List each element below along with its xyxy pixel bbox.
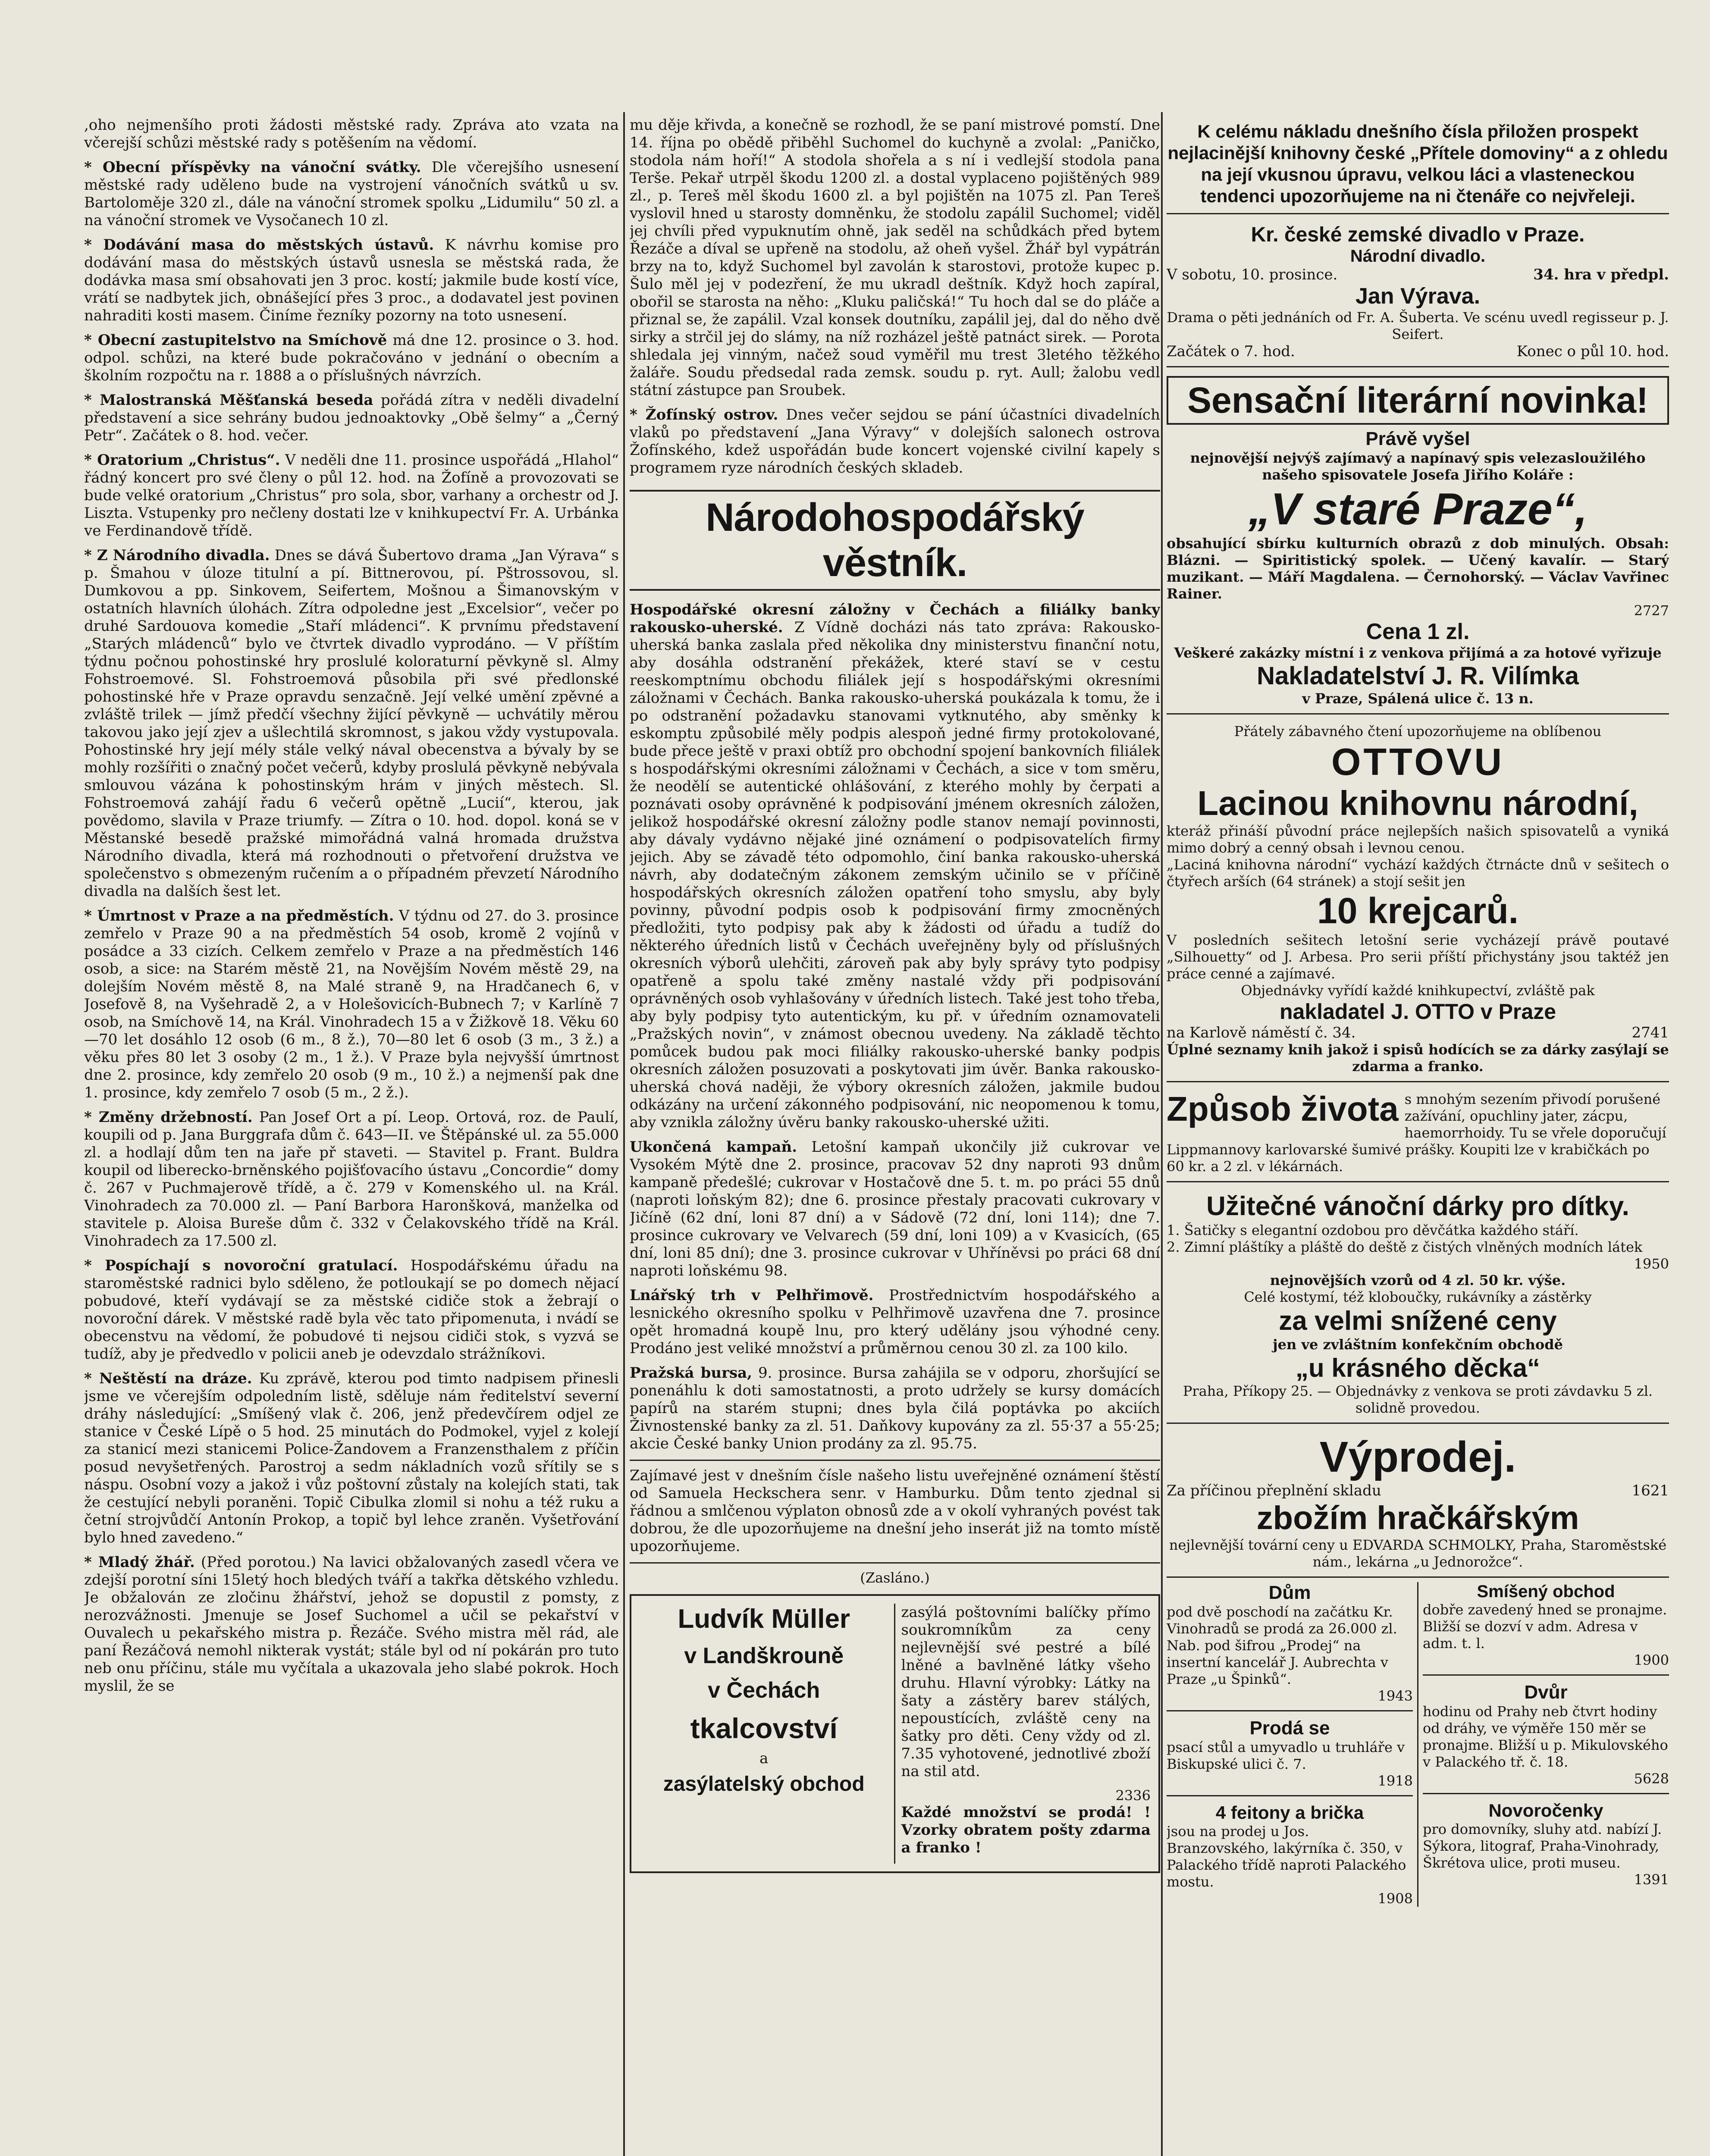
publisher-row [1167,1024,1669,1041]
classified-title: Novoročenky [1488,1800,1603,1821]
muller-and: a [759,1750,769,1767]
publisher-name: nakladatel J. OTTO v Praze [1279,1000,1556,1024]
ad-price: 10 krejcarů. [1317,890,1519,931]
ad-number: 1918 [1377,1773,1413,1789]
muller-name: Ludvík Müller [678,1604,850,1634]
theatre-description: Drama o pěti jednáních od Fr. A. Šuberta. Ve scénu uvedl regisseur p. J. Seifert. [1167,309,1669,342]
muller-trade: tkalcovství [690,1712,838,1744]
muller-ad-right [895,1604,1151,1864]
article-paragraph: * Obecní příspěvky na vánoční svátky. Dle včerejšího usnesení městské rady uděleno bude na vystrojení vánočních svátků u sv. Bartoloměje 320 zl., dále na vánoční stromek spolku „Lidumilu“ 50 zl. a na vánoční stromek ve Vysočanech 10 zl. [84,159,619,229]
ad-row [1167,1482,1669,1499]
article-paragraph: Pražská bursa, 9. prosince. Bursa zahájila se v odporu, zhoršující se ponenáhlu k doti samostatnosti, a proto udržely se kursy domácích papírů na starém stupni; dnes byla čilá poptávka po akciích Živnostenské banky za zl. 51. Daňkovy kupovány za zl. 55·37 a 55·25; akcie České banky Union prodány za zl. 95.75. [630,1364,1160,1452]
classified-text: psací stůl a umyvadlo u truhláře v Biskupské ulici č. 7. [1167,1739,1405,1772]
theatre-performance: 34. hra v předpl. [1533,266,1669,283]
kolar-book-ad [1167,372,1669,714]
muller-town: v Landškrouně [684,1643,844,1668]
ad-number: 1391 [1634,1871,1669,1888]
column-rule [1161,112,1163,2156]
classifieds [1167,1582,1669,1907]
article-paragraph: * Žofínský ostrov. Dnes večer sejdou se pání účastníci divadelních vlaků po představení „Jana Výravy“ v dolejších salonech ostrova Žofínského, kdež uspořádán bude koncert vojenské civilní kapely s programem ryze národních českých skladeb. [630,406,1160,476]
ad-text: jen ve zvláštním konfekčním obchodě [1273,1336,1563,1353]
ad-list-item: Celé kostymí, též kloboučky, rukávníky a zástěrky [1244,1289,1592,1305]
divider [1167,1710,1413,1711]
publisher-address: na Karlově náměstí č. 34. [1167,1024,1356,1041]
theatre-play: Jan Výrava. [1355,284,1481,309]
article-paragraph: * Obecní zastupitelstvo na Smíchově má dne 12. prosince o 3. hod. odpol. schůzi, na které bude pokračováno v jednání o obecním a školním rozpočtu na r. 1888 a o příslušných návrzích. [84,332,619,384]
shop-address: Praha, Příkopy 25. — Objednávky z venkova se proti závdavku 5 zl. solidně provedou. [1183,1383,1653,1416]
muller-ad [630,1594,1160,1873]
article-paragraph: mu děje křivda, a konečně se rozhodl, že se paní mistrové pomstí. Dne 14. října po obědě přiběhl Suchomel do kuchyně a zvolal: „Paničko, stodola nám hoří!“ A stodola shořela a s ní i vedlejší stodola pana Terše. Pekař utrpěl škodu 1200 zl. a dostal vyplaceno pojištěných 989 zl., p. Tereš měl škodu 1600 zl. a byl pojištěn na 1075 zl. Pan Tereš vyslovil hned u starosty domněnku, že stodolu zapálil Suchomel; viděl jej chvíli před vypuknutím ohně, jak seděl na schůdkách před bytem Řezáče a díval se upřeně na stodolu, až oheň vyšel. Žhář byl vypátrán brzy na to, když Suchomel byl zavolán k starostovi, protože kupec p. Šulo měl jej v podezření, že mu ukradl deštník. Když hoch zapíral, obořil se starosta na něho: „Kluku paličská!“ Tu hoch dal se do pláče a přiznal se, že zapálil. Vzal konsek doutníku, zapálil jej, dal do něho dvě sirky a strčil jej do slámy, na níž rozházel ještě patnáct sirek. — Porota shledala jej vinným, načež soud vyměřil mu trest 3letého těžkého žaláře. Soudu předsedal rada zemsk. soudu p. ryt. Aull; žalobu vedl státní zástupce pan Sroubek. [630,116,1160,399]
classified-title: Smíšený obchod [1477,1582,1615,1601]
column-local-news [84,116,619,1702]
divider [630,1562,1160,1564]
notice-paragraph: Zajímavé jest v dnešním čísle našeho listu uveřejněné oznámení štěstí od Samuela Heckschera senr. v Hamburku. Dům tento zjednal si řádnou a smlčenou výplaton obnosů zde a v okolí vyhraných povést tak dobrou, že dle upozorňujeme na dnešní jeho inserát již na tomto místě upozorňujeme. [630,1467,1160,1555]
ad-text: V posledních sešitech letošní serie vycházejí právě poutavé „Silhouetty“ od J. Arbesa. Pro serii příští přichystány jsou taktéž jen práce cenné a zajímavé. [1167,932,1669,982]
section-title: Národohospodářský věstník. [630,490,1160,591]
ad-text: Přátely zábavného čtení upozorňujeme na oblíbenou [1234,723,1602,740]
ad-number: 5628 [1634,1771,1669,1787]
column-advertisements [1167,116,1669,1907]
article-paragraph: ,oho nejmenšího proti žádosti městské rady. Zpráva ato vzata na včerejší schůzi městské rady s potěšením na vědomí. [84,116,619,151]
ad-number: 2727 [1634,602,1669,619]
ad-number: 2741 [1632,1024,1669,1041]
muller-ad-left [639,1604,895,1864]
ad-list-item: 1. Šatičky s elegantní ozdobou pro děvčátka každého stáří. [1167,1222,1579,1238]
ad-list-item: 2. Zimní pláštíky a pláště do deště z čistých vlněných modních látek [1167,1239,1643,1255]
ad-number: 1908 [1377,1890,1413,1907]
ad-headline: za velmi snížené ceny [1279,1306,1557,1336]
muller-text: zasýlá poštovními balíčky přímo soukromníkům za ceny nejlevnější své pestré a bílé lněné a bavlněné látky všeho druhu. Hlavní výrobky: Látky na šaty a zástěry barev stálých, nepoustících, zvláště ceny na šatky pro děti. Ceny vždy od zl. 7.35 vyhotovené, jednotlivé zboží na stil atd. [901,1604,1151,1780]
ad-text: nejnovější nejvýš zajímavý a napínavý spis velezasloužilého našeho spisovatele Josefa Jiřího Koláře : [1190,450,1646,483]
article-paragraph: * Změny držebností. Pan Josef Ort a pí. Leop. Ortová, roz. de Paulí, koupili od p. Jana Burggrafa dům č. 643—II. ve Štěpánské ul. za 55.000 zl. a hodlají dům ten na jaře př staveti. — Stavitel p. Frant. Buldra koupil od liberecko-brněnského pojišťovacího ústavu „Concordie“ domy č. 267 v Puchmajerově třídě, a č. 279 v Komenského ul. na Král. Vinohradech za 70.000 zl. — Paní Barbora Haronšková, manželka od stavitele p. Aloisa Bureše dům č. 332 v Čelakovského třídě na Král. Vinohradech za 17.500 zl. [84,1109,619,1250]
muller-country: v Čechách [708,1678,820,1703]
ad-text: „Laciná knihovna národní“ vychází každých čtrnácte dnů v sešitech o čtyřech arších (64 stránek) a stojí sešit jen [1167,856,1669,890]
ad-text: Veškeré zakázky místní i z venkova přijímá a za hotové vyřizuje [1174,645,1662,661]
classified-title: Dům [1268,1582,1311,1603]
ad-number: 2336 [1115,1787,1151,1804]
article-paragraph: * Neštěstí na dráze. Ku zprávě, kterou pod timto nadpisem přinesli jsme ve včerejším odpoledním listě, sděluje nám ředitelství severní dráhy následující: „Smíšený vlak č. 206, jenž předevčírem odjel ze stanice v České Lípě o 5 hod. 25 minutách do Podmokel, vyjel z kolejí za stanicí mezi stanicemi Police-Žandovem a Franzensthalem z příčin posud nevyšetřených. Parostroj a sedm nákladních vozů sřítily se s náspu. Osobní vozy a jakož i vůz poštovní zůstaly na kolejích stati, tak že cestující nebyli poraněni. Topič Cibulka zlomil si nohu a též ruku a četní strojvůdčí Antonín Prokop, a topič byl lehce zraněn. Vyšetřování bylo hned zavedeno.“ [84,1370,619,1546]
article-paragraph: * Malostranská Měšťanská beseda pořádá zítra v neděli divadelní představení a sice sehrány budou jednoaktovky „Obě šelmy“ a „Černý Petr“. Začátek o 8. hod. večer. [84,392,619,444]
ad-title: OTTOVU [1331,740,1505,783]
ad-title: Lacinou knihovnu národní, [1197,784,1638,822]
ad-text: Úplné seznamy knih jakož i spisů hodících se za dárky zasýlají se zdarma a franko. [1167,1041,1669,1075]
ad-headline: zbožím hračkářským [1256,1500,1579,1536]
otto-library-ad [1167,719,1669,1082]
theatre-title: Kr. české zemské divadlo v Praze. [1251,223,1585,246]
classified-text: pod dvě poschodí na začátku Kr. Vinohradů se prodá za 26.000 zl. Nab. pod šifrou „Prodej“ na insertní kancelář J. Aubrechta v Praze „u Špinků“. [1167,1604,1397,1687]
ad-title: Způsob života [1167,1090,1399,1128]
ad-title: Užitečné vánoční dárky pro dítky. [1206,1191,1629,1221]
classified-text: dobře zavedený hned se pronajme. Bližší se dozví v adm. Adresa v adm. t. l. [1423,1601,1667,1651]
ad-subtitle: Právě vyšel [1365,428,1470,449]
classified-title: Dvůr [1524,1682,1568,1703]
ad-number: 1900 [1634,1652,1669,1668]
ad-number: 1950 [1634,1256,1669,1272]
theatre-subtitle: Národní divadlo. [1350,247,1486,266]
classifieds-right [1418,1582,1669,1907]
article-paragraph: * Pospíchají s novoroční gratulací. Hospodářskému úřadu na staroměstské radnici bylo sděleno, že potloukají se po domech nějací pobudové, kteří vydávají se za městské cidiče stok a žebrají o novoroční dárek. V městské radě byla věc tato připomenuta, i nvádí se obecenstvu na vědomí, že pobudové ti nejsou cidiči stok, s vyzvá se tudíž, aby je předvedlo v policii aneb je odevzdalo strážníkovi. [84,1257,619,1363]
divider [1423,1793,1669,1794]
ad-text: kteráž přináší původní práce nejlepších našich spisovatelů a vyniká mimo dobrý a cenný obsah i levnou cenou. [1167,823,1669,856]
book-contents: obsahující sbírku kulturních obrazů z dob minulých. Obsah: Blázni. — Spiritistický spolek. — Učený kavalír. — Starý muzikant. — Máří Magdalena. — Černohorský. — Václav Vavřinec Rainer. [1167,535,1669,602]
article-paragraph: * Úmrtnost v Praze a na předměstích. V týdnu od 27. do 3. prosince zemřelo v Praze 90 a na předměstích 54 osob, kromě 2 vojínů v posádce a 33 cizích. Celkem zemřelo v Praze a na předměstích 146 osob, a sice: na Starém městě 21, na Novějším Novém městě 29, na dolejším Novém městě 8, na Malé straně 9, na Hradčanech 6, v Josefově 8, na Vyšehradě 2, a v Holešovicích-Bubnech 7; v Karlíně 7 osob, na Smíchově 14, na Král. Vinohradech 15 a v Žižkově 18. Věku 60—70 let dosáhlo 12 osob (6 m., 8 ž.), 70—80 let 6 osob (3 m., 3 ž.) a věku přes 80 let 3 osoby (2 m., 1 ž.). V Praze byla nejvyšší úmrtnost dne 2. prosince, kdy zemřelo 20 osob (9 m., 10 ž.) a nejmenší pak dne 1. prosince, kdy zemřelo 7 osob (5 m., 2 ž.). [84,907,619,1101]
article-paragraph: * Z Národního divadla. Dnes se dává Šubertovo drama „Jan Výrava“ s p. Šmahou v úloze titulní a pí. Bittnerovou, pí. Pštrossovou, sl. Dumkovou a pp. Sinkovem, Seifertem, Mošnou a Šimanovským v ostatních hlavních úlohách. Zítra odpoledne jest „Excelsior“, večer po druhé Sardouova komedie „Staří mládenci“. K prvnímu představení „Starých mládenců“ bylo ve čtvrtek divadlo vyprodáno. — V příštím týdnu počnou pohostinské hry proslulé koloraturní pěvkyně sl. Almy Fohstroemové. Sl. Fohstroemová působila při své předlonské pohostinské hře v Praze opravdu senzačně. Její velké umění zpěvné a zvláště trilek — jímž předčí všechny žijící pěvkyně — uchvátily měrou takovou jako její zjev a ušlechtilá skromnost, s jakou vždy vystupovala. Pohostinské hry její mély stále velký nával obecenstva a bývaly by se mohly rozšířiti o značný počet večerů, kdyby proslulá pěvkyně nebývala smlouvou vázána k pohostinským hrám v jiných městech. Sl. Fohstroemová zahájí řadu 6 večerů opětně „Lucií“, kterou, jak povědomo, slavila v Praze triumfy. — Zítra o 10. hod. dopol. koná se v Městanské besedě pražské mimořádná valná hromada družstva Národního divadla, která má rozhodnouti o přetvoření družstva ve společenstvo s obmezeným ručením a o případném převzetí Národního divadla na dalších šest let. [84,547,619,900]
theatre-row [1167,266,1669,283]
classified-title: 4 feitony a brička [1215,1802,1364,1823]
classified-text: pro domovníky, sluhy atd. nabízí J. Sýkora, litograf, Praha-Vinohrady, Škrétova ulice, proti museu. [1423,1821,1662,1871]
theatre-date: V sobotu, 10. prosince. [1167,266,1338,283]
ad-title: Výprodej. [1319,1433,1516,1481]
lippmann-ad [1167,1087,1669,1182]
classifieds-left [1167,1582,1418,1907]
article-paragraph: Ukončená kampaň. Letošní kampaň ukončily již cukrovar ve Vysokém Mýtě dne 2. prosince, pracovav 52 dny naproti 93 dnům kampaně předešlé; cukrovar v Hostačově dne 5. t. m. po práci 55 dnů (naproti loňským 82); dne 6. prosince přestaly pracovati cukrovary v Jičíně (62 dní, loni 87 dní) a v Sádově (72 dní, loni 114); dne 7. prosince cukrovary ve Velvarech (59 dní, loni 109) a v Kvasicích, (65 dní, loni 85 dní); dne 3. prosince cukrovar v Uhříněvsi po práci 68 dní naproti loňskému 98. [630,1138,1160,1279]
article-paragraph: * Mladý žhář. (Před porotou.) Na lavici obžalovaných zasedl včera ve zdejší porotní síni 15letý hoch bledých tváří a takřka dětského vzhledu. Je obžalován ze zločinu žhářství, jehož se dopustil z pomsty, z nerozvážnosti. Jmenuje se Josef Suchomel a učil se pekařství v Ouvalech u pekařského mistra p. Řezáče. Svého mistra měl rád, ale paní Řezáčová nemohl nikterak vystát; stále byl od ní pokárán pro tuto neb onu příčinu, stále mu vyčítala a ukazovala jeho slabé pokrok. Hoch myslil, že se [84,1554,619,1695]
muller-trade-2: zasýlatelský obchod [663,1773,865,1796]
divider [1423,1674,1669,1676]
classified-text: hodinu od Prahy neb čtvrt hodiny od dráhy, ve výměře 150 měr se pronajme. Bližší u p. Mikulovského v Palackého tř. č. 18. [1423,1703,1668,1770]
ad-text: nejlevnější tovární ceny u EDVARDA SCHMOLKY, Praha, Staroměstské nám., lekárna „u Jednorožce“. [1169,1537,1667,1570]
theatre-times [1167,343,1669,360]
muller-end: Každé množství se prodá! ! Vzorky obratem pošty zdarma a franko ! [901,1804,1151,1856]
supplement-notice: K celému nákladu dnešního čísla přiložen prospekt nejlacinější knihovny české „Přítele domoviny“ a z ohledu na její vkusnou úpravu, velkou láci a vlasteneckou tendenci upozorňujeme na ni čtenáře co nejvřeleji. [1167,116,1669,214]
zaslano-heading: (Zasláno.) [860,1570,930,1586]
book-price: Cena 1 zl. [1366,619,1470,644]
classified-title: Prodá se [1249,1717,1330,1739]
article-paragraph: Lnářský trh v Pelhřimově. Prostřednictvím hospodářského a lesnického okresního spolku v Pelhřimově uzavřena dne 7. prosince opět hromadná koupě lnu, pro který udělány jsou výhodné ceny. Prodáno jest veliké množství a průměrnou cenou 30 zl. za 100 kilo. [630,1287,1160,1357]
ad-list-item: nejnovějších vzorů od 4 zl. 50 kr. výše. [1270,1272,1566,1288]
theatre-ad [1167,219,1669,367]
theatre-end: Konec o půl 10. hod. [1516,343,1669,360]
book-title: „V staré Praze“, [1248,484,1588,534]
ad-text: s mnohým sezením přivodí porušené zažívání, opuchliny jater, zácpu, haemorrhoidy. Tu se vřele doporučují Lippmannovy karlovarské šumivé prášky. Koupiti lze v krabičkách po 60 kr. a 2 zl. v lékárnách. [1167,1091,1666,1175]
childrens-gifts-ad [1167,1187,1669,1424]
ad-title: Sensační literární novinka! [1167,376,1669,425]
toys-sale-ad [1167,1428,1669,1578]
column-rule [623,112,625,2156]
article-paragraph: Hospodářské okresní záložny v Čechách a filiálky banky rakousko-uherské. Z Vídně docházi nás tato zpráva: Rakousko-uherská banka zaslala před několika dny ministerstvu finanční notu, aby dosáhla odstranění překážek, které staví se v cestu reeskomptnímu obchodu filiálek její s hospodářskými okresními záložnami v Čechách. Banka rakousko-uherská poukázala k tomu, že i po odstranění požadavku stanovami vytknutého, aby směnky k eskomptu způsobilé měly podpis alespoň jedné firmy protokolované, bude přece ještě v praxi obtíž pro obchodní spojení bankovních filiálek s hospodářskými okresními záložnami v Čechách, a sice v tom směru, že neodělí se autentické ohlášování, z kterého mohly by čerpati a poznávati osoby oprávněné k podpisování jménem okresních záložen, jelikož hospodářské okresní záložny podle stanov nemají povinnosti, aby dávaly vydávno nějaké jiné oznámení o podpisovatelích firmy jejich. Aby se závadě této odpomohlo, činí banka rakousko-uherská návrh, aby dodatečným zákonem zemským učinilo se v příčině hospodářských okresních záložen opatření toho smyslu, aby byly povinny, původní podpis osob k podpisování firmy zmocněných předložiti, tyto podpisy pak aby k žádosti od úřadu a tudíž do některého úředních listů v Čechách uveřejněny byly od příslušných okresních výborů ulehčiti, zároveň pak aby byly správy tyto podpisy opatřeně a spolu také změny nastalé vždy při podpisování oprávněných osob vyhlašovány v úředních listech. Také jest toho třeba, aby byly podpisy tyto autentickým, ku př. v úředním oznamovateli „Pražských novin“, v známost obecnou uvedeny. Na základě těchto pomůcek budou pak moci filiálky rakousko-uherské banky podpis okresních záložen posuzovati a poskytovati jim úvěr. Banka rakousko-uherská chová naději, že výbory okresních záložen, jakmile budou odkázány na určení zákonného podpisování, nic neopomenou k tomu, aby vznikla záložny úvěru banky rakousko-uherské užiti. [630,601,1160,1131]
shop-name: „u krásného děcka“ [1296,1354,1540,1382]
classified-text: jsou na prodej u Jos. Branzovského, lakýrníka č. 350, v Palackého třídě naproti Palackého mostu. [1167,1823,1406,1890]
ad-number: 1621 [1632,1482,1669,1499]
ad-text: Objednávky vyřídí každé knihkupectví, zvláště pak [1241,982,1595,999]
divider [630,1460,1160,1461]
ad-number: 1943 [1377,1688,1413,1704]
theatre-start: Začátek o 7. hod. [1167,343,1295,360]
ad-text: Za příčinou přeplnění skladu [1167,1482,1381,1499]
article-paragraph: * Oratorium „Christus“. V neděli dne 11. prosince uspořádá „Hlahol“ řádný koncert pro své členy o půl 12. hod. na Žofíně a provozovati se bude velké oratorium „Christus“ pro sola, sbor, varhany a orchestr od J. Liszta. Vstupenky pro nečleny dostati lze v knihkupectví Fr. A. Urbánka ve Ferdinandově třídě. [84,451,619,539]
article-paragraph: * Dodávání masa do městských ústavů. K návrhu komise pro dodávání masa do městských ústavů usnesla se městská rada, že dodávka masa smí obsahovati jen 3 proc. kostí; jakmile bude kostí více, vrátí se nadbytek jich, obnášející přes 3 proc., a dodavatel jest povinen nahraditi kosti masem. Činíme řezníky pozorny na toto usnesení. [84,236,619,324]
column-economy [630,116,1160,1881]
publisher-address: v Praze, Spálená ulice č. 13 n. [1302,690,1534,707]
divider [1167,1795,1413,1796]
publisher-name: Nakladatelství J. R. Vilímka [1257,662,1579,690]
